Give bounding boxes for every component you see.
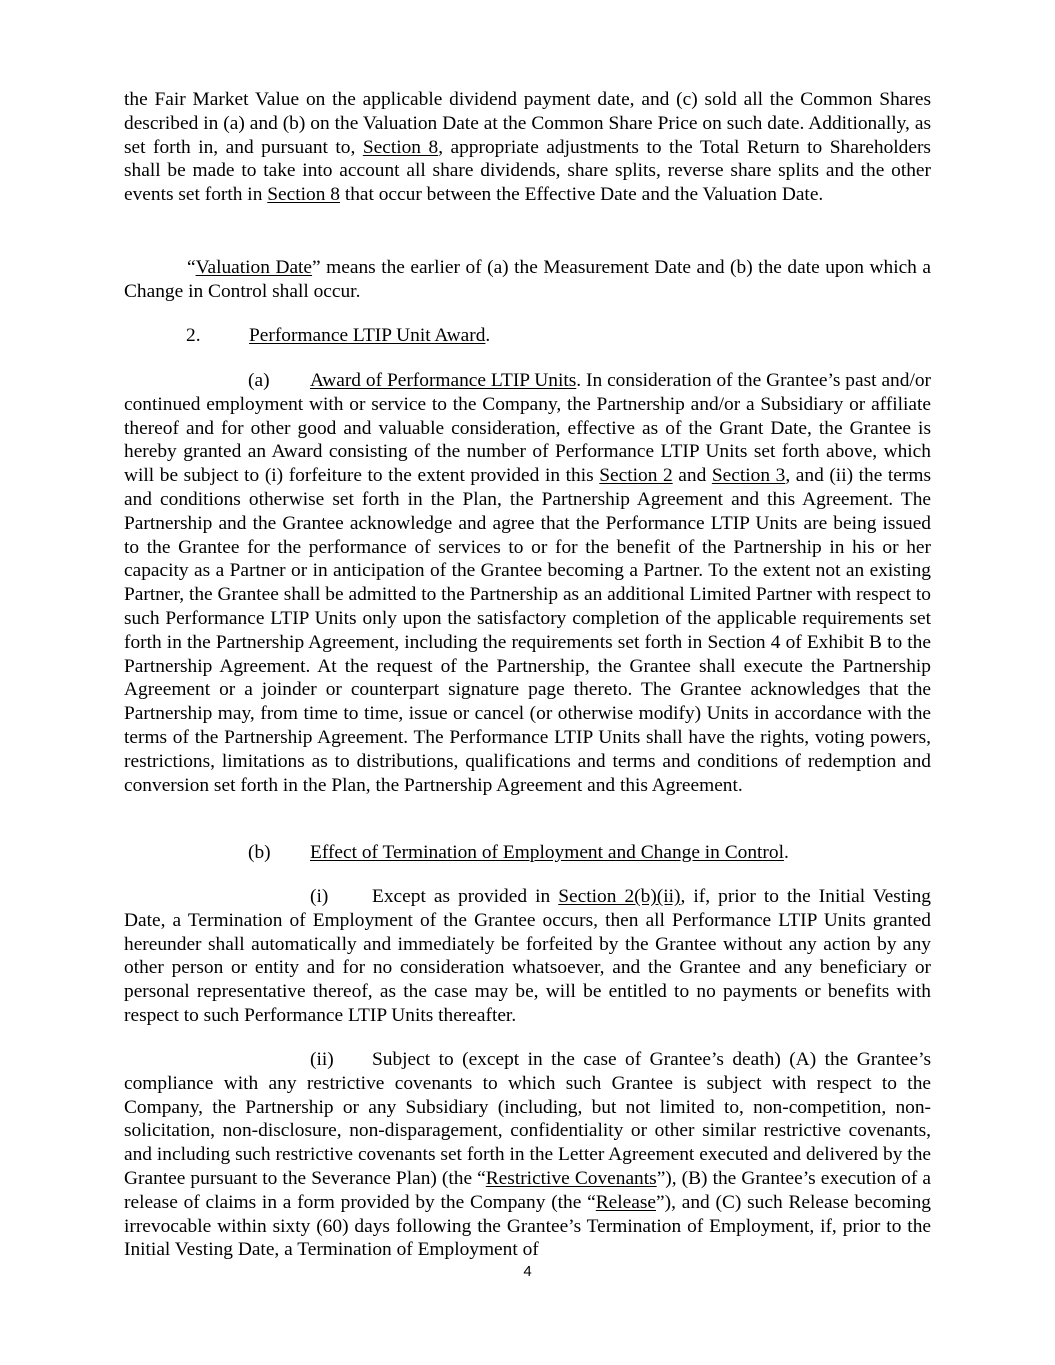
section-2bii-reference: Section 2(b)(ii): [558, 886, 681, 907]
section-8-reference: Section 8: [362, 136, 439, 158]
section-2-heading: 2. Performance LTIP Unit Award.: [186, 325, 491, 346]
section-8-reference: Section 8: [267, 184, 340, 206]
clause-label: (i): [310, 886, 329, 907]
paragraph-valuation-date-definition: “Valuation Date” means the earlier of (a) the Measurement Date and (b) the date upon which a Change in Control shall occur.: [124, 257, 932, 302]
paragraph-total-return-continuation: the Fair Market Value on the applicable dividend payment date, and (c) sold all the Common Shares described in (a) and (b) on the Valuation Date at the Common Share Price on such date. Additionally, as set forth in, and pursuant to, Section 8, appropriate adjustments to the Total Return to Shareholders shall be made to take into account all share dividends, share splits, reverse share splits and the other events set forth in Section 8 that occur between the Effective Date and the Valuation Date.: [124, 89, 931, 206]
defined-term-release: Release: [595, 1191, 657, 1213]
paragraph-2b-i: (i) Except as provided in Section 2(b)(ii), if, prior to the Initial Vesting Date, a Termination of Employment of the Grantee occurs, then all Performance LTIP Units granted hereunder shall automatically and immediately be forfeited by the Grantee without any action by any other person or entity and for no consideration whatsoever, and the Grantee and any beneficiary or personal representative thereof, as the case may be, will be entitled to no payments or benefits with respect to such Performance LTIP Units thereafter.: [124, 886, 931, 1026]
section-number: 2.: [186, 325, 201, 346]
section-3-reference: Section 3: [711, 465, 786, 487]
paragraph-2b-ii: (ii) Subject to (except in the case of Grantee’s death) (A) the Grantee’s compliance with any restrictive covenants to which such Grantee is subject with respect to the Company, the Partnership or any Subsidiary (including, but not limited to, non-competition, non-solicitation, non-disclosure, non-disparagement, confidentiality or other similar restrictive covenants, and including such restrictive covenants set forth in the Letter Agreement executed and delivered by the Grantee pursuant to the Severance Plan) (the “Restrictive Covenants”), (B) the Grantee’s execution of a release of claims in a form provided by the Company (the “Release”), and (C) such Release becoming irrevocable within sixty (60) days following the Grantee’s Termination of Employment, if, prior to the Initial Vesting Date, a Termination of Employment of: [124, 1049, 931, 1261]
clause-heading: Award of Performance LTIP Units: [310, 370, 577, 391]
clause-label: (a): [248, 370, 270, 391]
defined-term-valuation-date: Valuation Date: [195, 257, 313, 278]
clause-heading: Effect of Termination of Employment and Change in Control: [310, 842, 784, 863]
page-number: 4: [523, 1263, 532, 1280]
section-title: Performance LTIP Unit Award: [249, 325, 486, 346]
paragraph-2a-award: (a) Award of Performance LTIP Units. In consideration of the Grantee’s past and/or continued employment with or service to the Company, the Partnership and/or a Subsidiary or affiliate thereof and for other good and valuable consideration, effective as of the Grant Date, the Grantee is hereby granted an Award consisting of the number of Performance LTIP Units set forth above, which will be subject to (i) forfeiture to the extent provided in this Section 2 and Section 3, and (ii) the terms and conditions otherwise set forth in the Plan, the Partnership Agreement and this Agreement. The Partnership and the Grantee acknowledge and agree that the Performance LTIP Units are being issued to the Grantee for the performance of services to or for the benefit of the Partnership in his or her capacity as a Partner or in anticipation of the Grantee becoming a Partner. To the extent not an existing Partner, the Grantee shall be admitted to the Partnership as an additional Limited Partner with respect to such Performance LTIP Units only upon the satisfactory completion of the applicable requirements set forth in the Partnership Agreement, including the requirements set forth in Section 4 of Exhibit B to the Partnership Agreement. At the request of the Partnership, the Grantee shall execute the Partnership Agreement or a joinder or counterpart signature page thereto. The Grantee acknowledges that the Partnership may, from time to time, issue or cancel (or otherwise modify) Units in accordance with the terms of the Partnership Agreement. The Performance LTIP Units shall have the rights, voting powers, restrictions, limitations as to distributions, qualifications and terms and conditions of redemption and conversion set forth in the Plan, the Partnership Agreement and this Agreement.: [124, 370, 931, 796]
section-2-reference: Section 2: [599, 465, 673, 487]
paragraph-2b-heading: (b) Effect of Termination of Employment and Change in Control.: [248, 842, 789, 863]
defined-term-restrictive-covenants: Restrictive Covenants: [485, 1167, 657, 1189]
clause-label: (ii): [310, 1049, 334, 1070]
clause-label: (b): [248, 842, 271, 863]
